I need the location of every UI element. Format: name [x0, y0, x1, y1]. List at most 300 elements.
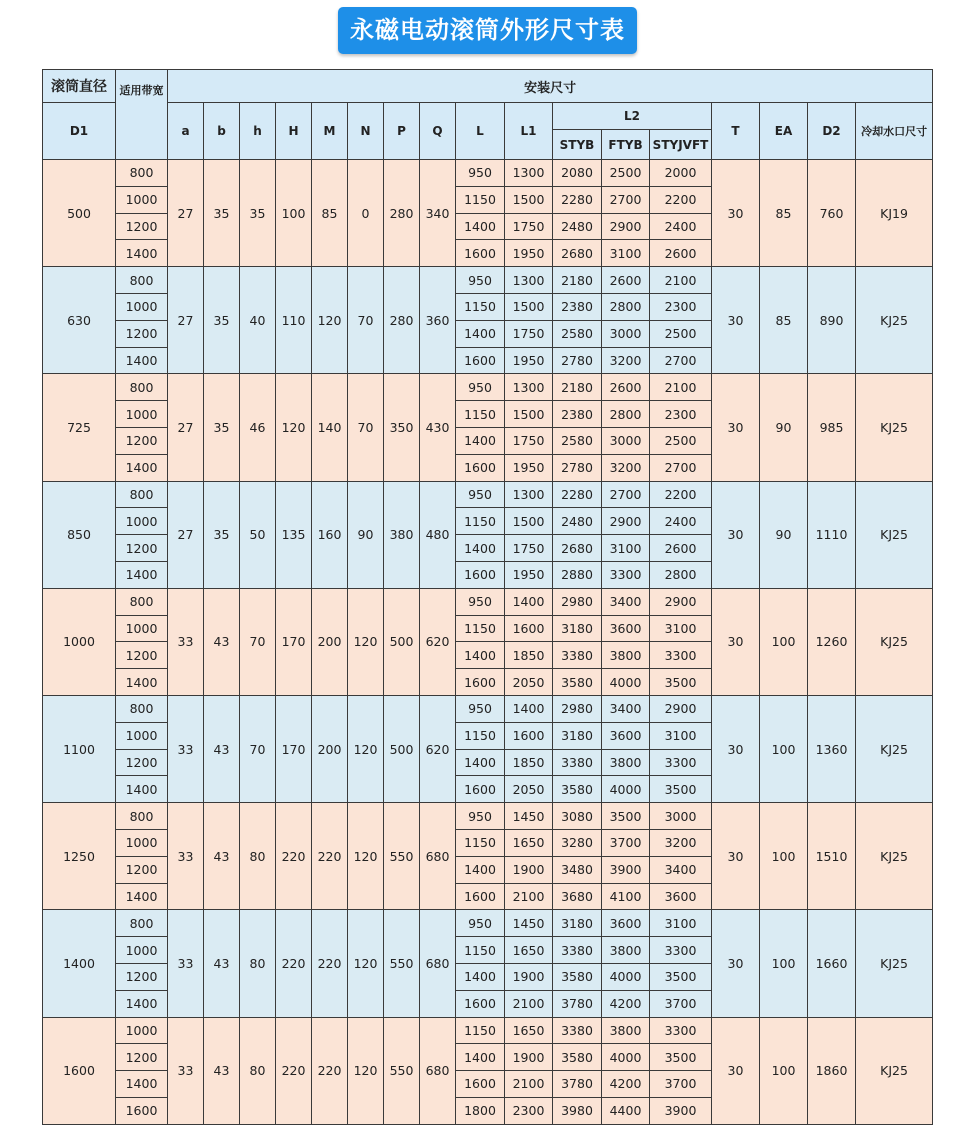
- cell-styb: 3580: [553, 776, 602, 803]
- cell-ea: 100: [760, 1017, 808, 1125]
- cell-styjvft: 3100: [650, 910, 712, 937]
- cell-l1: 1750: [505, 320, 553, 347]
- cell-styb: 3680: [553, 883, 602, 910]
- dimension-table: [42, 69, 933, 1125]
- cell-styb: 3380: [553, 749, 602, 776]
- cell-t: 30: [712, 695, 760, 802]
- cell-ftyb: 2600: [602, 267, 650, 294]
- cell-l: 1150: [456, 937, 505, 964]
- cell-styb: 3580: [553, 963, 602, 990]
- cell-belt-width: 1400: [116, 1071, 168, 1098]
- cell-l: 1400: [456, 963, 505, 990]
- cell-l1: 1900: [505, 1044, 553, 1071]
- cell-m: 120: [312, 267, 348, 374]
- header-cooling: 冷却水口尺寸: [856, 103, 933, 160]
- cell-l: 1600: [456, 776, 505, 803]
- cell-styjvft: 3300: [650, 749, 712, 776]
- cell-ftyb: 3700: [602, 829, 650, 856]
- cell-belt-width: 800: [116, 803, 168, 830]
- cell-q: 620: [420, 695, 456, 802]
- cell-b: 35: [204, 374, 240, 481]
- cell-m: 85: [312, 160, 348, 267]
- table-row: [43, 910, 933, 937]
- cell-ftyb: 3100: [602, 535, 650, 562]
- cell-styb: 2380: [553, 401, 602, 428]
- cell-a: 27: [168, 267, 204, 374]
- cell-styjvft: 2600: [650, 240, 712, 267]
- cell-styb: 2980: [553, 695, 602, 722]
- cell-ftyb: 3000: [602, 320, 650, 347]
- cell-cooling: KJ25: [856, 374, 933, 481]
- cell-t: 30: [712, 803, 760, 910]
- cell-belt-width: 1600: [116, 1097, 168, 1124]
- cell-a: 33: [168, 910, 204, 1017]
- cell-h: 50: [240, 481, 276, 588]
- cell-l1: 1300: [505, 481, 553, 508]
- cell-m: 220: [312, 910, 348, 1017]
- cell-n: 90: [348, 481, 384, 588]
- cell-l1: 1400: [505, 695, 553, 722]
- cell-ftyb: 2700: [602, 481, 650, 508]
- cell-a: 27: [168, 160, 204, 267]
- cell-l1: 1500: [505, 401, 553, 428]
- cell-styjvft: 2200: [650, 186, 712, 213]
- cell-belt-width: 1200: [116, 213, 168, 240]
- cell-ftyb: 2900: [602, 213, 650, 240]
- cell-ftyb: 3100: [602, 240, 650, 267]
- cell-l1: 1650: [505, 1017, 553, 1044]
- cell-t: 30: [712, 374, 760, 481]
- cell-belt-width: 1000: [116, 401, 168, 428]
- cell-styjvft: 3400: [650, 856, 712, 883]
- cell-ea: 90: [760, 481, 808, 588]
- cell-ea: 85: [760, 267, 808, 374]
- cell-l: 950: [456, 803, 505, 830]
- cell-h: 170: [276, 588, 312, 695]
- cell-l: 1400: [456, 535, 505, 562]
- cell-styjvft: 3500: [650, 1044, 712, 1071]
- cell-l: 950: [456, 160, 505, 187]
- cell-l: 1150: [456, 508, 505, 535]
- cell-h: 220: [276, 1017, 312, 1125]
- cell-belt-width: 1400: [116, 240, 168, 267]
- cell-q: 480: [420, 481, 456, 588]
- cell-styb: 2180: [553, 267, 602, 294]
- header-m: M: [312, 103, 348, 160]
- cell-belt-width: 1400: [116, 347, 168, 374]
- cell-styb: 3780: [553, 1071, 602, 1098]
- cell-b: 43: [204, 588, 240, 695]
- cell-cooling: KJ25: [856, 910, 933, 1017]
- cell-l1: 1300: [505, 267, 553, 294]
- cell-styb: 3580: [553, 1044, 602, 1071]
- cell-styjvft: 3500: [650, 776, 712, 803]
- cell-p: 550: [384, 1017, 420, 1125]
- cell-ea: 100: [760, 695, 808, 802]
- cell-ftyb: 4000: [602, 776, 650, 803]
- cell-h: 110: [276, 267, 312, 374]
- cell-belt-width: 1400: [116, 883, 168, 910]
- cell-styjvft: 3300: [650, 937, 712, 964]
- cell-h: 220: [276, 910, 312, 1017]
- header-t: T: [712, 103, 760, 160]
- cell-l: 1600: [456, 347, 505, 374]
- cell-ftyb: 3200: [602, 347, 650, 374]
- cell-cooling: KJ25: [856, 267, 933, 374]
- cell-ftyb: 3500: [602, 803, 650, 830]
- header-a: a: [168, 103, 204, 160]
- cell-l: 950: [456, 374, 505, 401]
- cell-belt-width: 800: [116, 695, 168, 722]
- cell-n: 0: [348, 160, 384, 267]
- cell-l1: 1500: [505, 186, 553, 213]
- cell-d1: 630: [43, 267, 116, 374]
- cell-n: 120: [348, 1017, 384, 1125]
- table-row: [43, 160, 933, 187]
- cell-belt-width: 1200: [116, 427, 168, 454]
- cell-l1: 2100: [505, 990, 553, 1017]
- cell-l1: 1950: [505, 347, 553, 374]
- cell-l1: 1900: [505, 856, 553, 883]
- cell-l: 1150: [456, 293, 505, 320]
- header-ftyb: FTYB: [602, 130, 650, 160]
- cell-styb: 3580: [553, 669, 602, 696]
- cell-h: 80: [240, 803, 276, 910]
- cell-styjvft: 3100: [650, 615, 712, 642]
- cell-d1: 850: [43, 481, 116, 588]
- header-l1: L1: [505, 103, 553, 160]
- cell-belt-width: 1400: [116, 669, 168, 696]
- cell-styb: 3780: [553, 990, 602, 1017]
- cell-l1: 1750: [505, 213, 553, 240]
- cell-h: 46: [240, 374, 276, 481]
- cell-styjvft: 2500: [650, 320, 712, 347]
- cell-styjvft: 3000: [650, 803, 712, 830]
- cell-ftyb: 3000: [602, 427, 650, 454]
- cell-styb: 3380: [553, 642, 602, 669]
- cell-h: 70: [240, 588, 276, 695]
- cell-styb: 2580: [553, 320, 602, 347]
- cell-styjvft: 3500: [650, 963, 712, 990]
- cell-a: 33: [168, 1017, 204, 1125]
- cell-q: 430: [420, 374, 456, 481]
- cell-l1: 1400: [505, 588, 553, 615]
- cell-b: 43: [204, 910, 240, 1017]
- cell-styjvft: 2400: [650, 213, 712, 240]
- cell-belt-width: 1400: [116, 776, 168, 803]
- cell-ftyb: 4100: [602, 883, 650, 910]
- cell-styb: 3180: [553, 615, 602, 642]
- cell-belt-width: 1400: [116, 454, 168, 481]
- cell-ftyb: 4400: [602, 1097, 650, 1124]
- cell-m: 200: [312, 695, 348, 802]
- cell-belt-width: 1200: [116, 320, 168, 347]
- cell-m: 220: [312, 1017, 348, 1125]
- cell-styjvft: 2900: [650, 588, 712, 615]
- cell-p: 500: [384, 695, 420, 802]
- header-belt-width: 适用带宽: [116, 70, 168, 160]
- cell-p: 550: [384, 910, 420, 1017]
- cell-h: 70: [240, 695, 276, 802]
- cell-ftyb: 4000: [602, 963, 650, 990]
- table-row: [43, 267, 933, 294]
- cell-styb: 3280: [553, 829, 602, 856]
- header-h-lower: h: [240, 103, 276, 160]
- cell-h: 120: [276, 374, 312, 481]
- cell-ftyb: 4000: [602, 1044, 650, 1071]
- header-diameter-group: 滚筒直径: [43, 70, 116, 103]
- table-row: [43, 695, 933, 722]
- cell-ftyb: 3800: [602, 937, 650, 964]
- cell-styb: 3080: [553, 803, 602, 830]
- cell-l1: 1750: [505, 427, 553, 454]
- cell-q: 680: [420, 1017, 456, 1125]
- cell-l1: 2300: [505, 1097, 553, 1124]
- cell-l1: 1900: [505, 963, 553, 990]
- cell-t: 30: [712, 267, 760, 374]
- cell-l: 950: [456, 481, 505, 508]
- cell-ea: 100: [760, 588, 808, 695]
- table-row: [43, 1017, 933, 1044]
- cell-d2: 1260: [808, 588, 856, 695]
- cell-ftyb: 3600: [602, 615, 650, 642]
- cell-belt-width: 1200: [116, 749, 168, 776]
- cell-styjvft: 2500: [650, 427, 712, 454]
- cell-styb: 3380: [553, 1017, 602, 1044]
- cell-a: 33: [168, 588, 204, 695]
- cell-l1: 1600: [505, 722, 553, 749]
- cell-l: 1800: [456, 1097, 505, 1124]
- cell-l: 950: [456, 267, 505, 294]
- cell-ftyb: 2900: [602, 508, 650, 535]
- cell-cooling: KJ25: [856, 1017, 933, 1125]
- cell-styb: 3480: [553, 856, 602, 883]
- cell-p: 280: [384, 267, 420, 374]
- cell-l: 1150: [456, 722, 505, 749]
- cell-styb: 2280: [553, 481, 602, 508]
- cell-styb: 2080: [553, 160, 602, 187]
- cell-styjvft: 3500: [650, 669, 712, 696]
- cell-p: 350: [384, 374, 420, 481]
- cell-n: 70: [348, 267, 384, 374]
- cell-l: 1400: [456, 1044, 505, 1071]
- cell-ftyb: 2800: [602, 401, 650, 428]
- cell-cooling: KJ19: [856, 160, 933, 267]
- cell-ftyb: 3800: [602, 1017, 650, 1044]
- cell-t: 30: [712, 481, 760, 588]
- cell-t: 30: [712, 160, 760, 267]
- cell-ftyb: 4000: [602, 669, 650, 696]
- cell-l: 1150: [456, 829, 505, 856]
- cell-ftyb: 3300: [602, 561, 650, 588]
- cell-ftyb: 2600: [602, 374, 650, 401]
- cell-l1: 1300: [505, 160, 553, 187]
- cell-l: 950: [456, 910, 505, 937]
- cell-styjvft: 3100: [650, 722, 712, 749]
- cell-q: 680: [420, 803, 456, 910]
- page-title: 永磁电动滚筒外形尺寸表: [338, 7, 637, 54]
- header-install-group: 安装尺寸: [168, 70, 933, 103]
- cell-belt-width: 800: [116, 481, 168, 508]
- cell-belt-width: 1000: [116, 186, 168, 213]
- cell-styjvft: 2100: [650, 267, 712, 294]
- cell-l: 1150: [456, 615, 505, 642]
- cell-b: 43: [204, 1017, 240, 1125]
- cell-l: 950: [456, 588, 505, 615]
- cell-styjvft: 3600: [650, 883, 712, 910]
- cell-t: 30: [712, 910, 760, 1017]
- cell-ea: 90: [760, 374, 808, 481]
- cell-styb: 2480: [553, 508, 602, 535]
- header-row-2: [43, 103, 933, 130]
- cell-styjvft: 3700: [650, 1071, 712, 1098]
- cell-cooling: KJ25: [856, 481, 933, 588]
- cell-styb: 2580: [553, 427, 602, 454]
- cell-ftyb: 2500: [602, 160, 650, 187]
- header-n: N: [348, 103, 384, 160]
- cell-ftyb: 3600: [602, 910, 650, 937]
- cell-ftyb: 3200: [602, 454, 650, 481]
- cell-belt-width: 1200: [116, 963, 168, 990]
- cell-h: 80: [240, 1017, 276, 1125]
- cell-p: 500: [384, 588, 420, 695]
- cell-l1: 1300: [505, 374, 553, 401]
- cell-styb: 2380: [553, 293, 602, 320]
- cell-cooling: KJ25: [856, 803, 933, 910]
- cell-styb: 3380: [553, 937, 602, 964]
- cell-l1: 1750: [505, 535, 553, 562]
- cell-h: 100: [276, 160, 312, 267]
- cell-belt-width: 800: [116, 267, 168, 294]
- cell-belt-width: 800: [116, 160, 168, 187]
- cell-n: 120: [348, 695, 384, 802]
- header-styjvft: STYJVFT: [650, 130, 712, 160]
- cell-ftyb: 3400: [602, 588, 650, 615]
- cell-belt-width: 1000: [116, 615, 168, 642]
- cell-b: 43: [204, 695, 240, 802]
- cell-q: 360: [420, 267, 456, 374]
- cell-belt-width: 1000: [116, 937, 168, 964]
- cell-belt-width: 800: [116, 588, 168, 615]
- cell-l: 1400: [456, 749, 505, 776]
- cell-styjvft: 3300: [650, 1017, 712, 1044]
- cell-d1: 1250: [43, 803, 116, 910]
- cell-q: 620: [420, 588, 456, 695]
- cell-styb: 2280: [553, 186, 602, 213]
- cell-a: 27: [168, 374, 204, 481]
- cell-d1: 1000: [43, 588, 116, 695]
- cell-a: 33: [168, 695, 204, 802]
- cell-ftyb: 2800: [602, 293, 650, 320]
- cell-belt-width: 1200: [116, 642, 168, 669]
- header-ea: EA: [760, 103, 808, 160]
- header-b: b: [204, 103, 240, 160]
- cell-styb: 3980: [553, 1097, 602, 1124]
- cell-l: 1150: [456, 186, 505, 213]
- cell-b: 35: [204, 267, 240, 374]
- cell-styjvft: 2400: [650, 508, 712, 535]
- cell-l1: 1500: [505, 293, 553, 320]
- cell-ea: 85: [760, 160, 808, 267]
- cell-ftyb: 3600: [602, 722, 650, 749]
- cell-d2: 1110: [808, 481, 856, 588]
- header-h-upper: H: [276, 103, 312, 160]
- cell-l: 1600: [456, 454, 505, 481]
- cell-q: 680: [420, 910, 456, 1017]
- cell-a: 27: [168, 481, 204, 588]
- cell-p: 380: [384, 481, 420, 588]
- cell-n: 120: [348, 588, 384, 695]
- cell-l: 1600: [456, 990, 505, 1017]
- cell-d1: 1100: [43, 695, 116, 802]
- cell-styjvft: 2300: [650, 293, 712, 320]
- cell-l: 1600: [456, 561, 505, 588]
- cell-h: 135: [276, 481, 312, 588]
- cell-l1: 2100: [505, 1071, 553, 1098]
- cell-m: 140: [312, 374, 348, 481]
- header-row-1: [43, 70, 933, 103]
- cell-styjvft: 2000: [650, 160, 712, 187]
- table-row: [43, 374, 933, 401]
- cell-styjvft: 2600: [650, 535, 712, 562]
- cell-l1: 1950: [505, 561, 553, 588]
- cell-l: 1600: [456, 669, 505, 696]
- cell-p: 280: [384, 160, 420, 267]
- cell-styjvft: 3700: [650, 990, 712, 1017]
- cell-b: 35: [204, 481, 240, 588]
- cell-styjvft: 2100: [650, 374, 712, 401]
- cell-l: 1600: [456, 883, 505, 910]
- cell-l: 950: [456, 695, 505, 722]
- cell-l: 1600: [456, 1071, 505, 1098]
- cell-l: 1400: [456, 642, 505, 669]
- cell-styjvft: 3900: [650, 1097, 712, 1124]
- cell-ftyb: 4200: [602, 990, 650, 1017]
- cell-m: 160: [312, 481, 348, 588]
- header-d1: D1: [43, 103, 116, 160]
- cell-h: 40: [240, 267, 276, 374]
- cell-l1: 1650: [505, 937, 553, 964]
- cell-styb: 3180: [553, 910, 602, 937]
- cell-m: 220: [312, 803, 348, 910]
- cell-styb: 2980: [553, 588, 602, 615]
- cell-b: 35: [204, 160, 240, 267]
- table-row: [43, 481, 933, 508]
- cell-p: 550: [384, 803, 420, 910]
- table-row: [43, 803, 933, 830]
- cell-h: 170: [276, 695, 312, 802]
- cell-l1: 2100: [505, 883, 553, 910]
- cell-styb: 2680: [553, 535, 602, 562]
- cell-l1: 1850: [505, 749, 553, 776]
- header-l: L: [456, 103, 505, 160]
- cell-ftyb: 3400: [602, 695, 650, 722]
- cell-d2: 1860: [808, 1017, 856, 1125]
- header-p: P: [384, 103, 420, 160]
- cell-d2: 760: [808, 160, 856, 267]
- cell-ea: 100: [760, 910, 808, 1017]
- header-styb: STYB: [553, 130, 602, 160]
- cell-belt-width: 800: [116, 910, 168, 937]
- cell-belt-width: 800: [116, 374, 168, 401]
- cell-belt-width: 1000: [116, 293, 168, 320]
- cell-cooling: KJ25: [856, 588, 933, 695]
- cell-l1: 1450: [505, 803, 553, 830]
- cell-l: 1400: [456, 213, 505, 240]
- cell-n: 120: [348, 803, 384, 910]
- cell-l1: 2050: [505, 776, 553, 803]
- cell-l: 1400: [456, 856, 505, 883]
